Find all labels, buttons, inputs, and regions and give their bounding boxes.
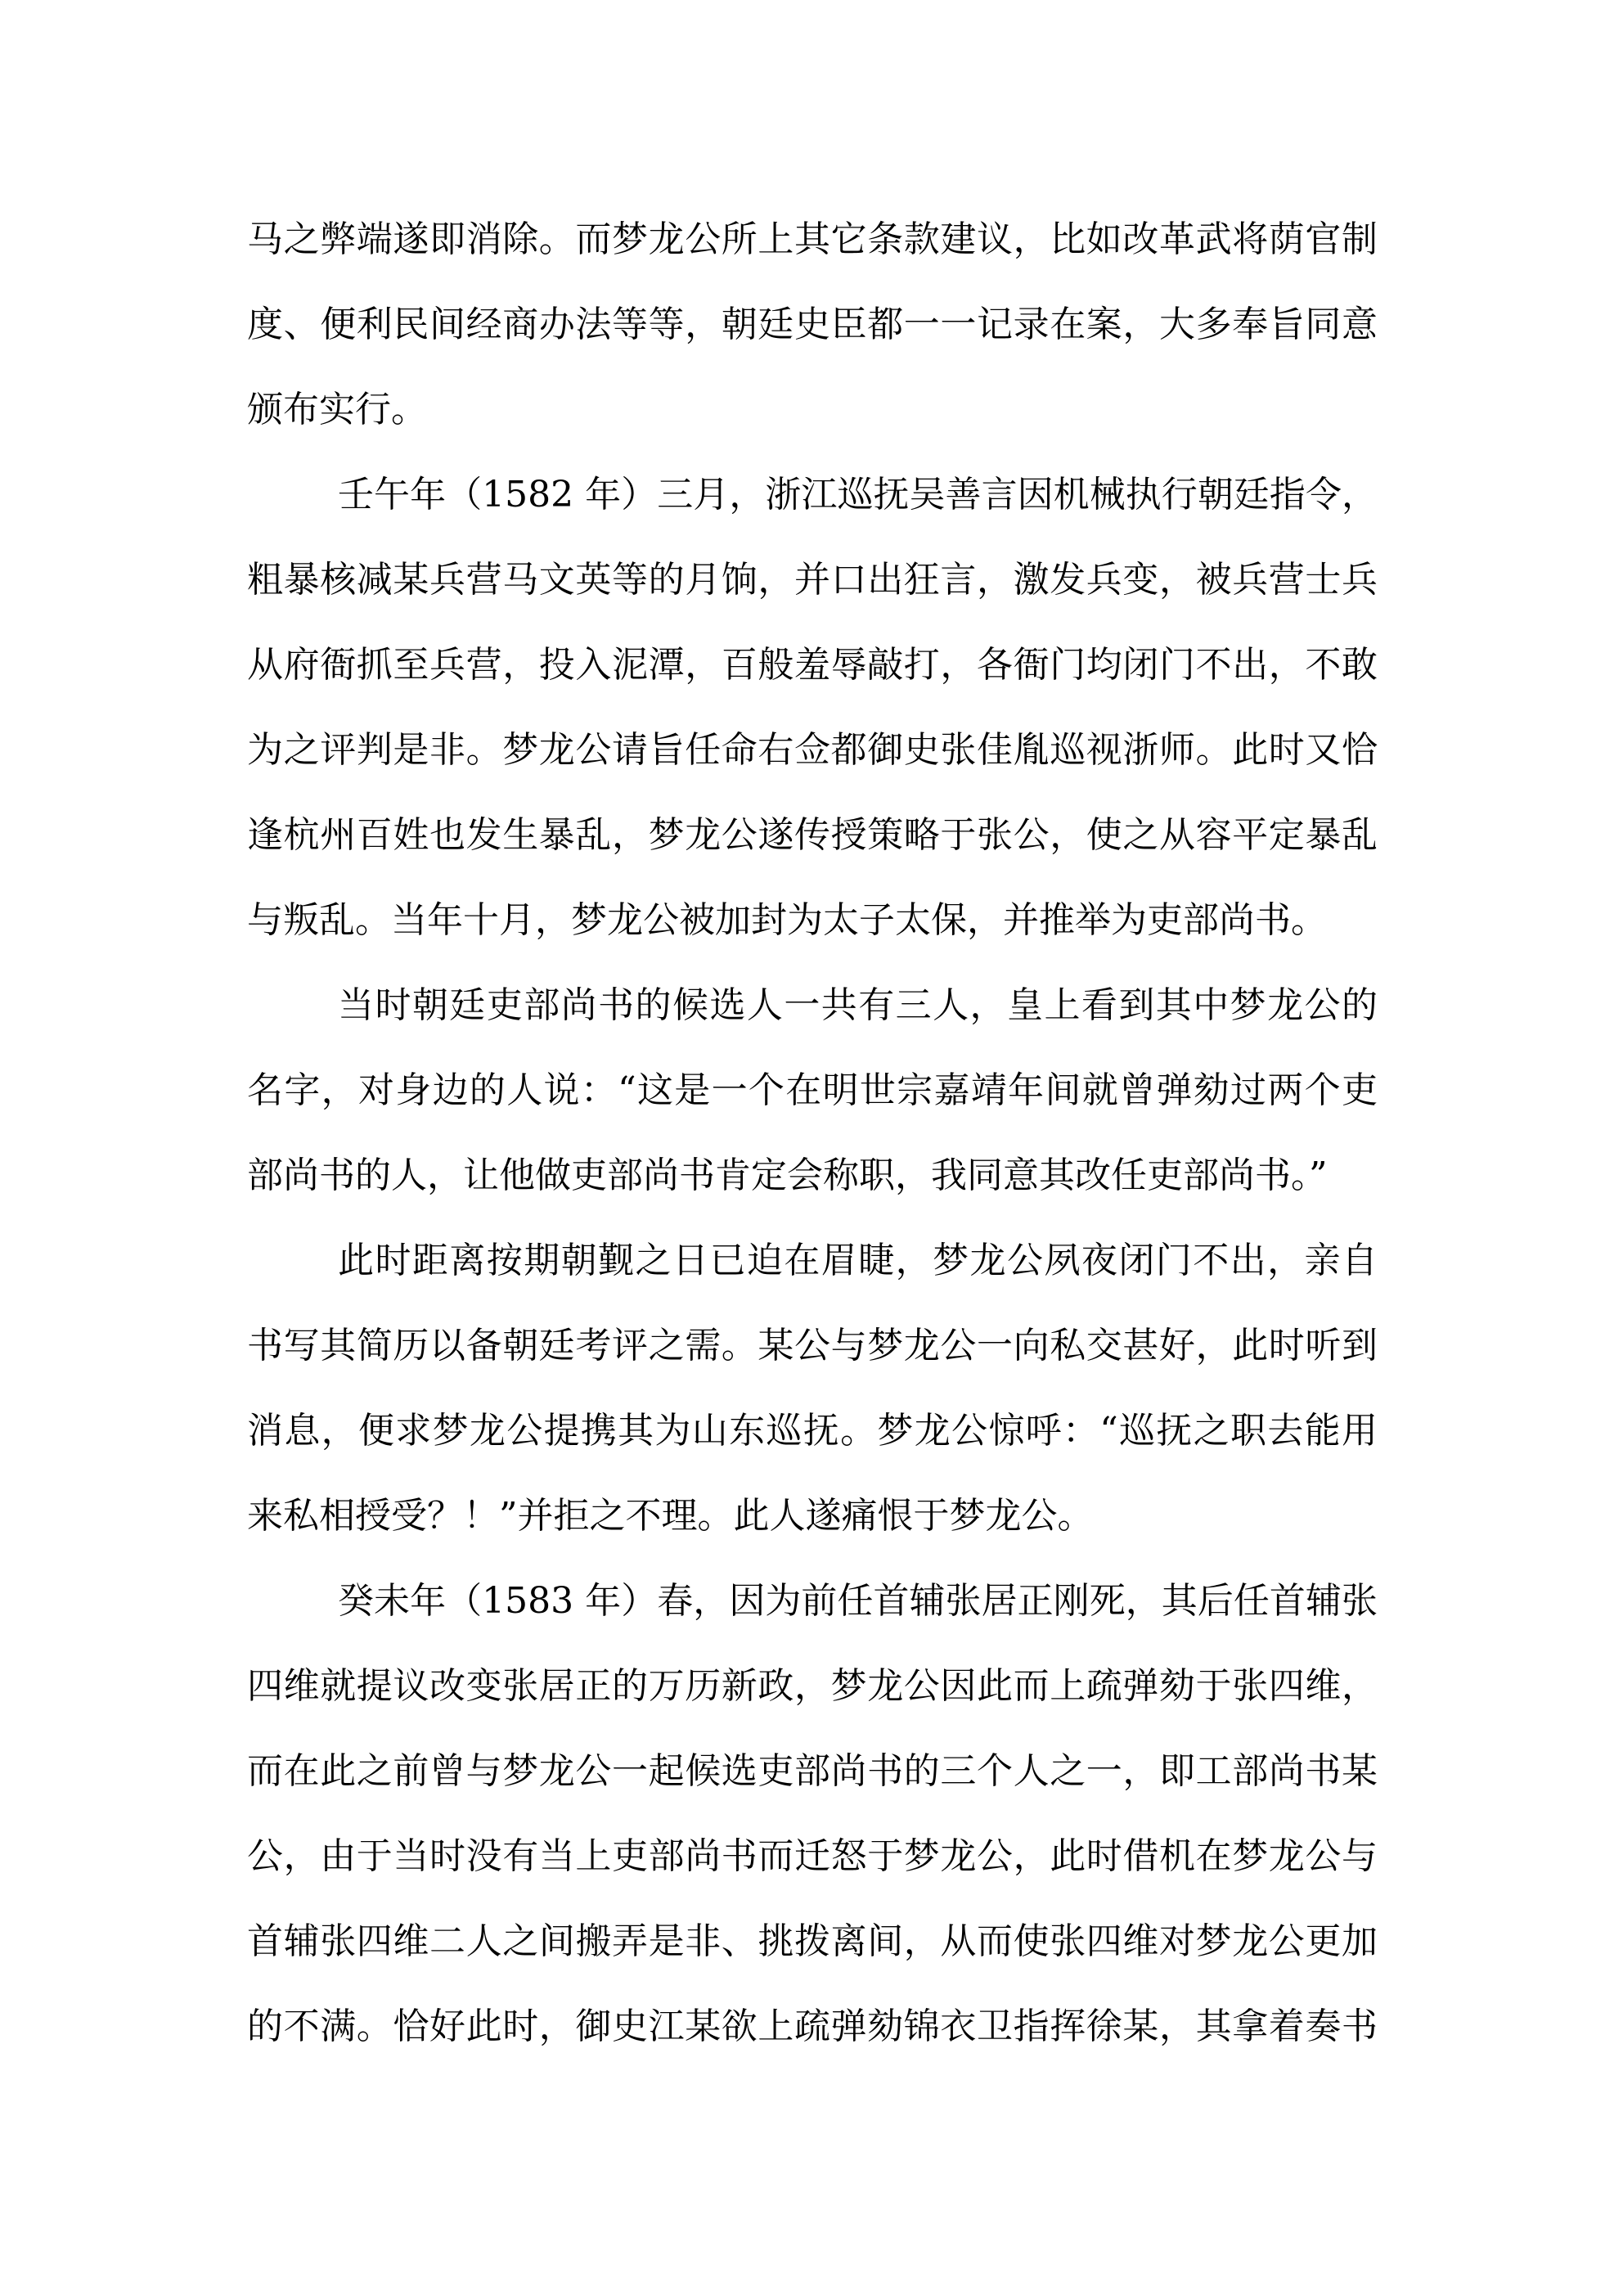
text-line: 四维就提议改变张居正的万历新政，梦龙公因此而上疏弹劾于张四维， xyxy=(247,1665,1378,1707)
text-line: 而在此之前曾与梦龙公一起候选吏部尚书的三个人之一，即工部尚书某 xyxy=(247,1750,1378,1792)
text-line: 逢杭州百姓也发生暴乱，梦龙公遂传授策略于张公，使之从容平定暴乱 xyxy=(247,814,1378,856)
text-line: 部尚书的人，让他做吏部尚书肯定会称职，我同意其改任吏部尚书。” xyxy=(247,1155,1328,1196)
text-line: 名字，对身边的人说：“这是一个在明世宗嘉靖年间就曾弹劾过两个吏 xyxy=(247,1069,1378,1111)
text-line-indented: 此时距离按期朝觐之日已迫在眉睫，梦龙公夙夜闭门不出，亲自 xyxy=(338,1240,1378,1281)
paragraph-5 xyxy=(247,1559,1378,2069)
paragraph-2 xyxy=(247,452,1378,963)
text-line: 度、便利民间经商办法等等，朝廷史臣都一一记录在案，大多奉旨同意 xyxy=(247,304,1378,345)
document-page xyxy=(247,197,1378,2069)
paragraph-3 xyxy=(247,963,1378,1218)
text-line: 消息，便求梦龙公提携其为山东巡抚。梦龙公惊呼：“巡抚之职去能用 xyxy=(247,1410,1378,1452)
text-line: 首辅张四维二人之间搬弄是非、挑拨离间，从而使张四维对梦龙公更加 xyxy=(247,1920,1378,1962)
text-line: 为之评判是非。梦龙公请旨任命右佥都御史张佳胤巡视浙师。此时又恰 xyxy=(247,729,1378,771)
text-line: 马之弊端遂即消除。而梦龙公所上其它条款建议，比如改革武将荫官制 xyxy=(247,218,1378,260)
text-line: 公，由于当时没有当上吏部尚书而迁怒于梦龙公，此时借机在梦龙公与 xyxy=(247,1835,1378,1877)
text-line: 书写其简历以备朝廷考评之需。某公与梦龙公一向私交甚好，此时听到 xyxy=(247,1325,1378,1366)
text-line: 来私相授受？！”并拒之不理。此人遂痛恨于梦龙公。 xyxy=(247,1495,1094,1537)
text-line: 的不满。恰好此时，御史江某欲上疏弹劾锦衣卫指挥徐某，其拿着奏书 xyxy=(247,2006,1378,2047)
text-line: 与叛乱。当年十月，梦龙公被加封为太子太保，并推举为吏部尚书。 xyxy=(247,899,1327,941)
text-line-indented: 当时朝廷吏部尚书的候选人一共有三人，皇上看到其中梦龙公的 xyxy=(338,984,1378,1026)
paragraph-4 xyxy=(247,1218,1378,1559)
text-line: 颁布实行。 xyxy=(247,389,427,430)
text-line-indented: 壬午年（1582 年）三月，浙江巡抚吴善言因机械执行朝廷指令， xyxy=(338,474,1378,515)
text-line: 粗暴核减某兵营马文英等的月饷，并口出狂言，激发兵变，被兵营士兵 xyxy=(247,559,1378,601)
paragraph-1 xyxy=(247,197,1378,452)
text-line-indented: 癸未年（1583 年）春，因为前任首辅张居正刚死，其后任首辅张 xyxy=(338,1580,1378,1622)
text-line: 从府衙抓至兵营，投入泥潭，百般羞辱敲打，各衙门均闭门不出，不敢 xyxy=(247,644,1378,686)
